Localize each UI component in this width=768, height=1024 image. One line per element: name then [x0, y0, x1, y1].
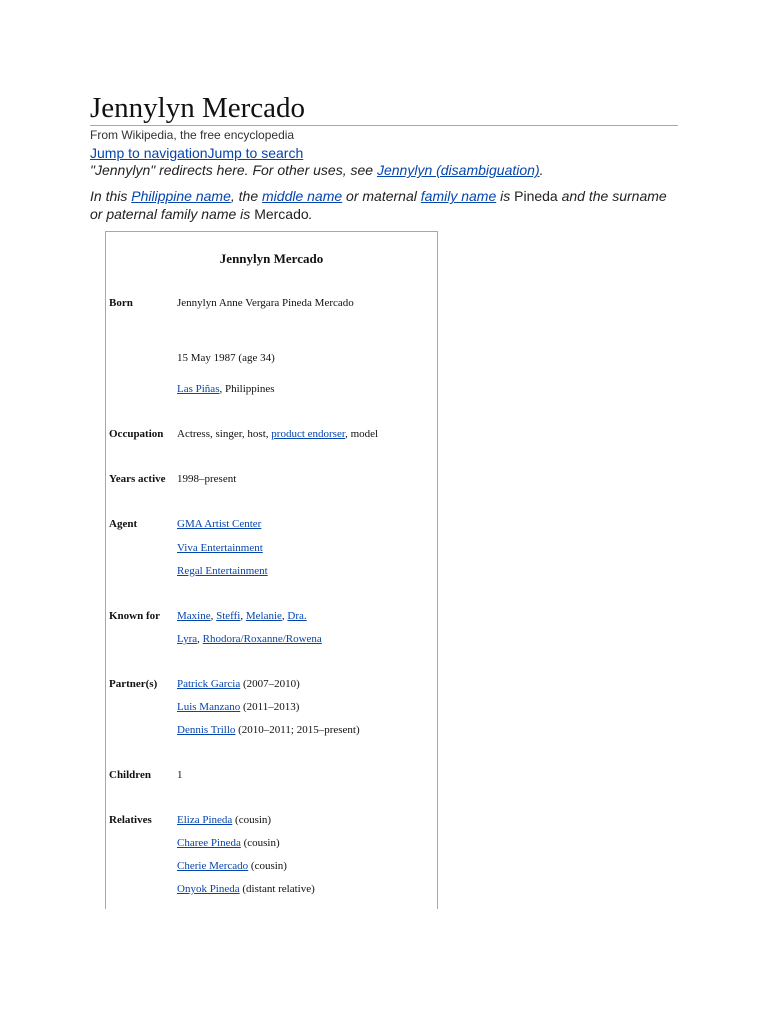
partner-item [177, 678, 300, 690]
name-note-text: In this [90, 188, 132, 204]
partner-years: (2010–2011; 2015–present) [235, 724, 360, 736]
years-active-label: Years active [109, 473, 166, 485]
jump-to-navigation-link[interactable]: Jump to navigation [90, 145, 208, 161]
agent-item [177, 565, 268, 577]
relative-link-eliza-pineda[interactable]: Eliza Pineda [177, 814, 233, 826]
name-note-text: or maternal [342, 188, 421, 204]
relative-relation: (cousin) [240, 837, 280, 849]
site-tagline: From Wikipedia, the free encyclopedia [90, 128, 295, 142]
agent-link-gma[interactable]: GMA Artist Center [177, 518, 262, 530]
agent-item [177, 518, 261, 530]
role-link-lyra[interactable]: Lyra [177, 633, 198, 645]
partner-item [177, 724, 360, 736]
separator: , [197, 633, 203, 645]
relative-link-charee-pineda[interactable]: Charee Pineda [177, 837, 241, 849]
relatives-label: Relatives [109, 814, 152, 826]
known-for-line [177, 610, 307, 622]
relative-link-onyok-pineda[interactable]: Onyok Pineda [177, 883, 240, 895]
jump-to-search-link[interactable]: Jump to search [207, 145, 304, 161]
hatnote [90, 161, 544, 179]
agent-label: Agent [109, 518, 138, 530]
partner-link-dennis-trillo[interactable]: Dennis Trillo [177, 724, 236, 736]
separator: , [281, 610, 288, 622]
title-divider [90, 125, 678, 126]
partner-link-luis-manzano[interactable]: Luis Manzano [177, 701, 241, 713]
agent-link-regal[interactable]: Regal Entertainment [177, 565, 268, 577]
born-label: Born [109, 297, 133, 309]
name-note-text: and the surname or paternal family name is [90, 188, 667, 222]
role-link-dra[interactable]: Dra. [287, 610, 307, 622]
born-full-name: Jennylyn Anne Vergara Pineda Mercado [177, 297, 354, 309]
name-note-text: is [496, 188, 515, 204]
separator: , [210, 610, 217, 622]
role-link-rhodora[interactable]: Rhodora/Roxanne/Rowena [202, 633, 322, 645]
known-for-line [177, 633, 322, 645]
partner-years: (2007–2010) [240, 678, 300, 690]
occupation-text: Actress, singer, host, [177, 428, 272, 440]
role-link-maxine[interactable]: Maxine [177, 610, 211, 622]
jump-links [90, 144, 303, 162]
partner-item [177, 701, 299, 713]
occupation-label: Occupation [109, 428, 164, 440]
partner-years: (2011–2013) [240, 701, 300, 713]
relative-item [177, 814, 271, 826]
surname-value: Mercado [254, 206, 309, 222]
born-place-country: , Philippines [219, 383, 275, 395]
relative-item [177, 883, 315, 895]
known-for-label: Known for [109, 610, 161, 622]
partner-link-patrick-garcia[interactable]: Patrick Garcia [177, 678, 241, 690]
occupation-value [177, 428, 378, 440]
relative-relation: (cousin) [248, 860, 287, 872]
children-value: 1 [177, 769, 183, 781]
family-name-link[interactable]: family name [420, 188, 497, 204]
partners-label: Partner(s) [109, 678, 158, 690]
philippine-name-link[interactable]: Philippine name [131, 188, 231, 204]
occupation-text-end: , model [345, 428, 379, 440]
relative-item [177, 860, 287, 872]
las-pinas-link[interactable]: Las Piñas [177, 383, 220, 395]
separator: , [240, 610, 246, 622]
product-endorser-link[interactable]: product endorser [271, 428, 346, 440]
years-active-value: 1998–present [177, 473, 237, 485]
middle-name-link[interactable]: middle name [262, 188, 343, 204]
born-date: 15 May 1987 (age 34) [177, 352, 275, 364]
role-link-melanie[interactable]: Melanie [245, 610, 282, 622]
relative-item [177, 837, 280, 849]
role-link-steffi[interactable]: Steffi [216, 610, 241, 622]
infobox-title: Jennylyn Mercado [219, 251, 324, 266]
infobox [105, 231, 438, 909]
relative-relation: (distant relative) [239, 883, 315, 895]
name-note-text: . [308, 206, 313, 222]
children-label: Children [109, 769, 151, 781]
relative-relation: (cousin) [232, 814, 272, 826]
page-title: Jennylyn Mercado [90, 92, 306, 124]
middle-name-value: Pineda [514, 188, 558, 204]
hatnote-end: . [539, 162, 544, 178]
name-note-text: , the [230, 188, 263, 204]
born-place [177, 383, 275, 395]
agent-link-viva[interactable]: Viva Entertainment [177, 542, 263, 554]
disambiguation-link[interactable]: Jennylyn (disambiguation) [376, 162, 540, 178]
name-note [90, 187, 678, 223]
agent-item [177, 542, 263, 554]
hatnote-text: "Jennylyn" redirects here. For other uses, see [90, 162, 377, 178]
relative-link-cherie-mercado[interactable]: Cherie Mercado [177, 860, 249, 872]
